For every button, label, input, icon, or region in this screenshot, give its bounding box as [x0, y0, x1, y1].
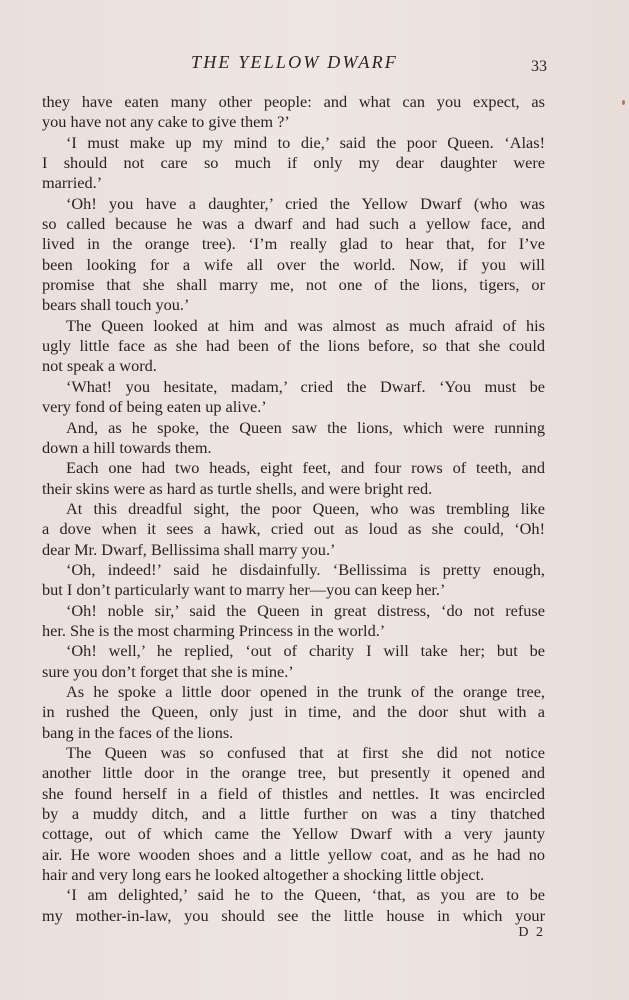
text-line: you have not any cake to give them ?’ [42, 112, 290, 132]
page-number: 33 [531, 58, 547, 75]
text-line: ‘Oh! well,’ he replied, ‘out of charity I will take her; but be [66, 641, 545, 661]
page-header [42, 52, 547, 82]
text-line: their skins were as hard as turtle shells, and were bright red. [42, 478, 433, 498]
text-line: ‘What! you hesitate, madam,’ cried the Dwarf. ‘You must be [66, 376, 545, 396]
text-line: ‘Oh, indeed!’ said he disdainfully. ‘Bellissima is pretty enough, [66, 559, 545, 579]
text-line: ‘I am delighted,’ said he to the Queen, ‘that, as you are to be [66, 885, 545, 905]
text-line: cottage, out of which came the Yellow Dwarf with a very jaunty [42, 824, 545, 844]
text-line: dear Mr. Dwarf, Bellissima shall marry you.’ [42, 539, 336, 559]
body-text [42, 92, 545, 926]
text-line: I should not care so much if only my dear daughter were [42, 153, 545, 173]
text-line: she found herself in a field of thistles and nettles. It was encircled [42, 783, 545, 803]
text-line: a dove when it sees a hawk, cried out as loud as she could, ‘Oh! [42, 519, 545, 539]
text-line: another little door in the orange tree, but presently it opened and [42, 763, 545, 783]
text-line: ‘Oh! you have a daughter,’ cried the Yellow Dwarf (who was [66, 193, 545, 213]
text-line: very fond of being eaten up alive.’ [42, 397, 267, 417]
text-line: in rushed the Queen, only just in time, and the door shut with a [42, 702, 545, 722]
text-line: ‘Oh! noble sir,’ said the Queen in great distress, ‘do not refuse [66, 600, 545, 620]
text-line: so called because he was a dwarf and had such a yellow face, and [42, 214, 545, 234]
text-line: not speak a word. [42, 356, 157, 376]
text-line: At this dreadful sight, the poor Queen, who was trembling like [66, 498, 545, 518]
text-line: hair and very long ears he looked altogether a shocking little object. [42, 865, 485, 885]
text-line: bang in the faces of the lions. [42, 722, 234, 742]
text-line: bears shall touch you.’ [42, 295, 190, 315]
text-line: air. He wore wooden shoes and a little yellow coat, and as he had no [42, 844, 545, 864]
text-line: by a muddy ditch, and a little further on was a tiny thatched [42, 804, 545, 824]
text-line: promise that she shall marry me, not one of the lions, tigers, or [42, 275, 545, 295]
text-line: The Queen was so confused that at first she did not notice [66, 743, 545, 762]
text-line: but I don’t particularly want to marry her—you can keep her.’ [42, 580, 446, 600]
text-line: As he spoke a little door opened in the trunk of the orange tree, [66, 681, 545, 701]
text-line: sure you don’t forget that she is mine.’ [42, 661, 294, 681]
text-line: been looking for a wife all over the world. Now, if you will [42, 254, 545, 274]
text-line: down a hill towards them. [42, 437, 212, 457]
running-title: THE YELLOW DWARF [191, 52, 398, 72]
text-line: her. She is the most charming Princess in the world.’ [42, 620, 386, 640]
paper-speck [622, 100, 625, 105]
text-line: The Queen looked at him and was almost as much afraid of his [66, 315, 545, 335]
text-line: ugly little face as she had been of the lions before, so that she could [42, 336, 545, 356]
text-line: Each one had two heads, eight feet, and four rows of teeth, and [66, 458, 545, 478]
text-line: ‘I must make up my mind to die,’ said the poor Queen. ‘Alas! [66, 132, 545, 152]
text-line: they have eaten many other people: and what can you expect, as [42, 92, 545, 111]
text-line: lived in the orange tree). ‘I’m really glad to hear that, for I’ve [42, 234, 545, 254]
text-line: married.’ [42, 173, 103, 193]
text-line: And, as he spoke, the Queen saw the lions, which were running [66, 417, 545, 437]
signature-mark: D 2 [518, 925, 545, 940]
text-line: my mother-in-law, you should see the little house in which your [42, 905, 545, 925]
